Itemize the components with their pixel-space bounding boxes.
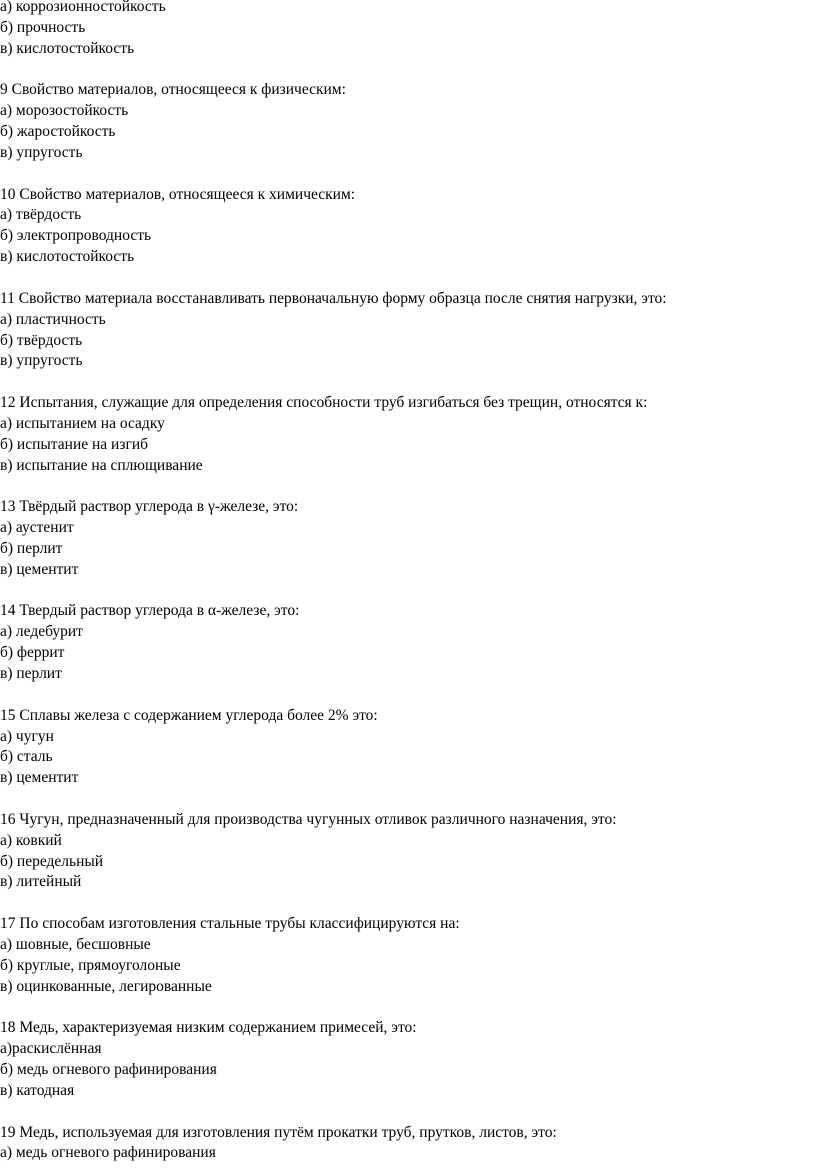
answer-option: б) перлит	[0, 539, 63, 557]
answer-option: а)раскислённая	[0, 1040, 102, 1058]
blank-line	[0, 893, 816, 914]
question-block	[0, 289, 816, 372]
question-text: 14 Твердый раствор углерода в α-железе, это:	[0, 602, 300, 620]
answer-option: в) цементит	[0, 769, 79, 787]
answer-option: б) твёрдость	[0, 331, 83, 349]
blank-line	[0, 268, 816, 289]
question-block	[0, 1018, 816, 1101]
intro-options	[0, 0, 816, 60]
question-text: 9 Свойство материалов, относящееся к физическим:	[0, 81, 346, 99]
answer-option: в) литейный	[0, 873, 82, 891]
question-block	[0, 497, 816, 580]
question-text: 18 Медь, характеризуемая низким содержанием примесей, это:	[0, 1019, 417, 1037]
question-text: 10 Свойство материалов, относящееся к химическим:	[0, 185, 356, 203]
question-block	[0, 914, 816, 997]
answer-option: б) прочность	[0, 18, 86, 36]
answer-option: а) испытанием на осадку	[0, 414, 165, 432]
question-text: 12 Испытания, служащие для определения способности труб изгибаться без трещин, относятся к:	[0, 394, 648, 412]
answer-option: а) ковкий	[0, 831, 62, 849]
question-text: 13 Твёрдый раствор углерода в γ-железе, это:	[0, 498, 299, 516]
answer-option: в) кислотостойкость	[0, 248, 135, 266]
answer-option: б) сталь	[0, 748, 53, 766]
question-text: 15 Сплавы железа с содержанием углерода более 2% это:	[0, 706, 378, 724]
question-block	[0, 1123, 816, 1165]
answer-option: а) пластичность	[0, 310, 106, 328]
blank-line	[0, 372, 816, 393]
blank-line	[0, 164, 816, 185]
blank-line	[0, 476, 816, 497]
question-text: 16 Чугун, предназначенный для производства чугунных отливок различного назначения, это:	[0, 810, 617, 828]
question-text: 19 Медь, используемая для изготовления путём прокатки труб, прутков, листов, это:	[0, 1123, 557, 1141]
blank-line	[0, 1102, 816, 1123]
answer-option: б) передельный	[0, 852, 104, 870]
question-block	[0, 706, 816, 789]
blank-line	[0, 60, 816, 81]
answer-option: а) чугун	[0, 727, 54, 745]
answer-option: б) круглые, прямоуголоные	[0, 956, 181, 974]
blank-line	[0, 685, 816, 706]
answer-option: б) феррит	[0, 644, 65, 662]
answer-option: б) медь огневого рафинирования	[0, 1061, 217, 1079]
answer-option: а) аустенит	[0, 519, 74, 537]
question-text: 17 По способам изготовления стальные трубы классифицируются на:	[0, 915, 460, 933]
answer-option: а) твёрдость	[0, 206, 82, 224]
answer-option: б) жаростойкость	[0, 123, 116, 141]
blank-line	[0, 789, 816, 810]
answer-option: а) медь огневого рафинирования	[0, 1144, 216, 1162]
answer-option: в) оцинкованные, легированные	[0, 977, 212, 995]
answer-option: а) морозостойкость	[0, 102, 129, 120]
blank-line	[0, 581, 816, 602]
answer-option: в) упругость	[0, 352, 83, 370]
answer-option: а) шовные, бесшовные	[0, 935, 151, 953]
answer-option: в) цементит	[0, 560, 79, 578]
question-block	[0, 601, 816, 684]
answer-option: в) перлит	[0, 665, 62, 682]
answer-option: в) кислотостойкость	[0, 39, 135, 57]
question-text: 11 Свойство материала восстанавливать первоначальную форму образца после снятия нагрузки, это:	[0, 289, 667, 307]
answer-option: в) испытание на сплющивание	[0, 456, 203, 474]
question-block	[0, 80, 816, 163]
answer-option: б) электропроводность	[0, 227, 152, 245]
answer-option: в) упругость	[0, 143, 83, 161]
answer-option: а) коррозионностойкость	[0, 0, 166, 15]
blank-line	[0, 998, 816, 1019]
question-block	[0, 810, 816, 893]
answer-option: а) ледебурит	[0, 623, 83, 641]
question-block	[0, 393, 816, 476]
answer-option: б) испытание на изгиб	[0, 435, 148, 453]
question-block	[0, 185, 816, 268]
answer-option: в) катодная	[0, 1081, 75, 1099]
